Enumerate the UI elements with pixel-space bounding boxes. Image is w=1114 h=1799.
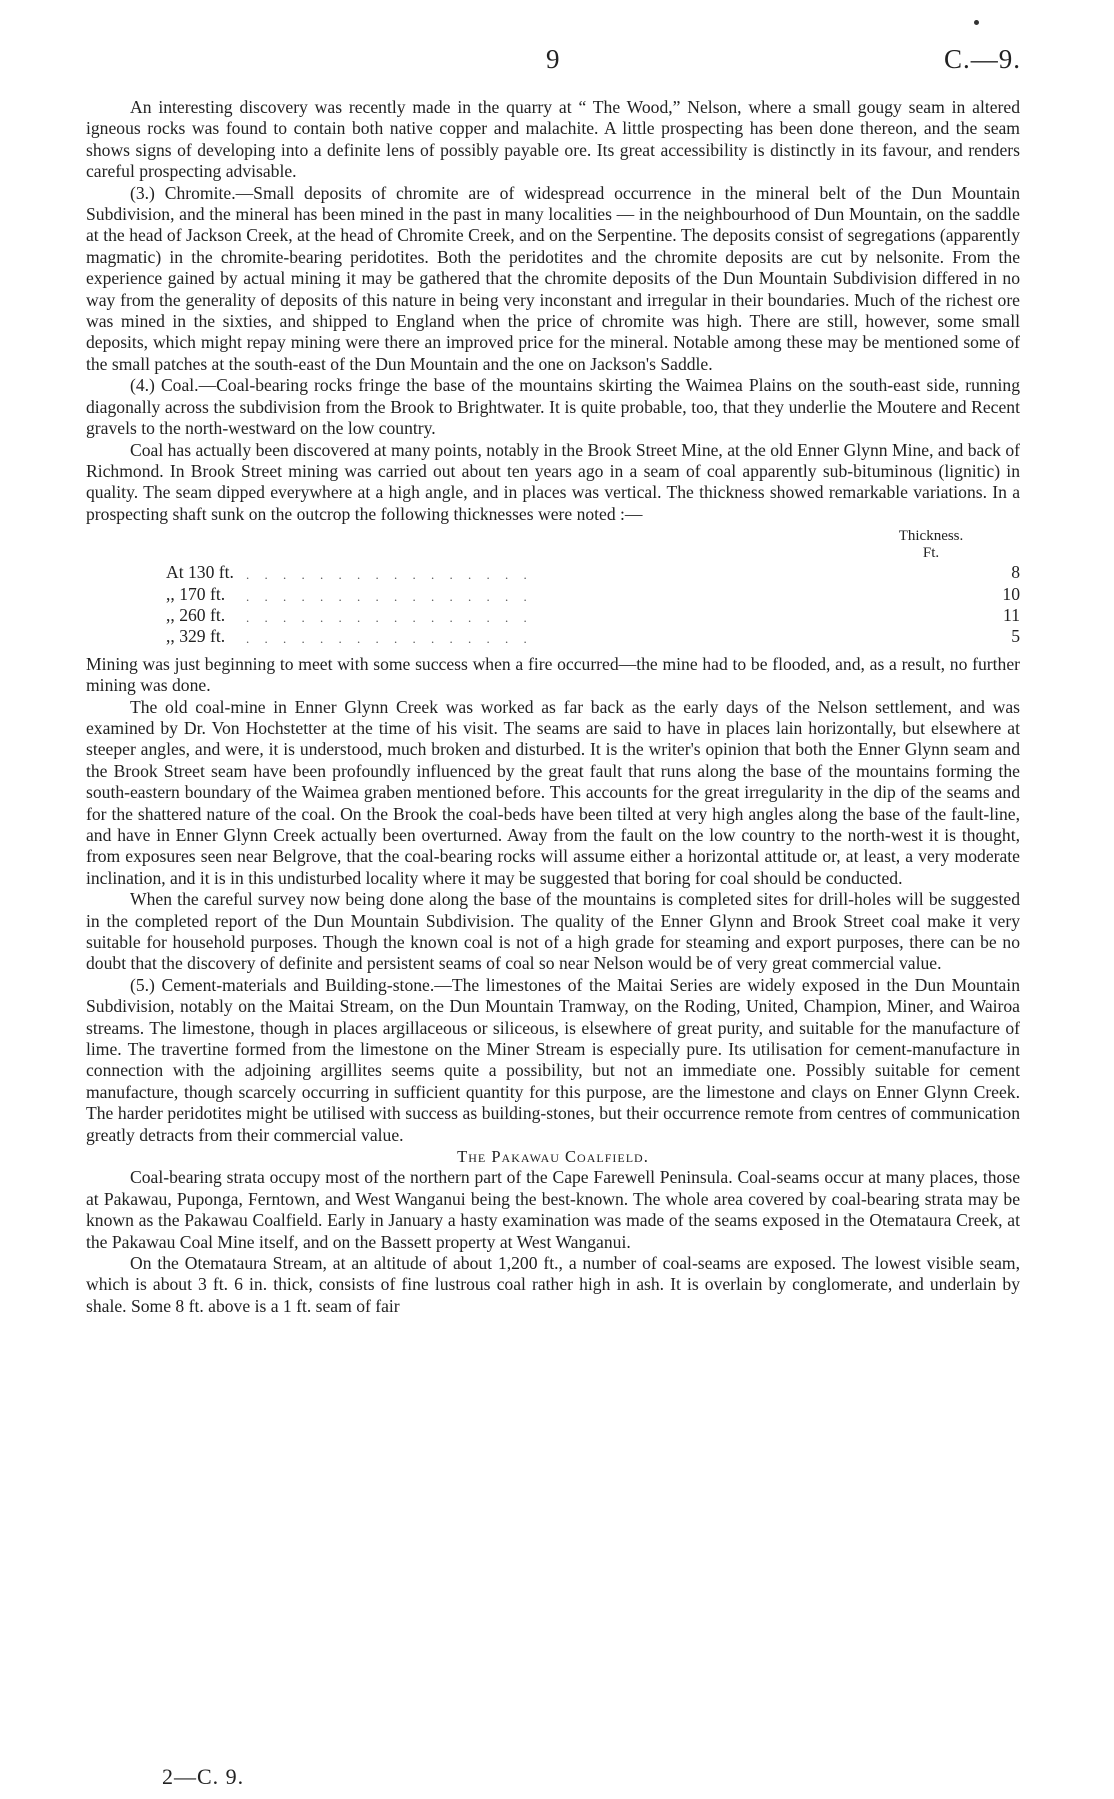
signature-mark: 2—C. 9. bbox=[162, 1764, 245, 1789]
leader-dots: . . . . . . . . . . . . . . . . bbox=[246, 588, 533, 604]
page-number: 9 bbox=[546, 44, 560, 74]
paragraph-coal: (4.) Coal.—Coal-bearing rocks fringe the base of the mountains skirting the Waimea Plains on the south-east side, running diagonally across the subdivision from the Brook to Brightwater. It is quite probable, too, that they underlie the Moutere and Recent gravels to the north-westward on the low country. bbox=[86, 375, 1020, 439]
paragraph: Coal has actually been discovered at many points, notably in the Brook Street Mine, at the old Enner Glynn Mine, and back of Richmond. In Brook Street mining was carried out about ten years ago in a seam of coal apparently sub-bituminous (lignitic) in quality. The seam dipped everywhere at a high angle, and in places was vertical. The thickness showed remarkable variations. In a prospecting shaft sunk on the outcrop the following thicknesses were noted :— bbox=[86, 439, 1020, 524]
paragraph: On the Otemataura Stream, at an altitude of about 1,200 ft., a number of coal-seams are exposed. The lowest visible seam, which is about 3 ft. 6 in. thick, consists of fine lustrous coal rather high in ash. It is overlain by conglomerate, and underlain by shale. Some 8 ft. above is a 1 ft. seam of fair bbox=[86, 1253, 1020, 1316]
page-body bbox=[86, 97, 1020, 1317]
table-header: Thickness. bbox=[898, 528, 964, 545]
depth-cell: ,, 329 ft. bbox=[166, 626, 226, 647]
paragraph-cement: (5.) Cement-materials and Building-stone.—The limestones of the Maitai Series are widely exposed in the Dun Mountain Subdivision, notably on the Maitai Stream, on the Dun Mountain Tramway, on the Roding, United, Champion, Miner, and Wairoa streams. The limestone, though in places argillaceous or siliceous, is elsewhere of great purity, and suitable for the manufacture of lime. The travertine formed from the limestone on the Miner Stream is especially pure. Its utilisation for cement-manufacture in connection with the adjoining argillites seems quite a possibility, but not an immediate one. Possibly suitable for cement manufacture, though scarcely occurring in sufficient quantity for this purpose, are the limestone and clays on Enner Glynn Creek. The harder peridotites might be utilised with success as building-stones, but their occurrence remote from centres of communication greatly detracts from their commercial value. bbox=[86, 974, 1020, 1145]
leader-dots: . . . . . . . . . . . . . . . . bbox=[246, 609, 533, 625]
thickness-table bbox=[86, 528, 1020, 648]
section-heading: The Pakawau Coalfield. bbox=[457, 1147, 649, 1167]
table-row bbox=[86, 562, 1020, 583]
table-row bbox=[86, 605, 1020, 626]
paragraph-chromite: (3.) Chromite.—Small deposits of chromite are of widespread occurrence in the mineral belt of the Dun Mountain Subdivision, and the mineral has been mined in the past in many localities — in the neighbourhood of Dun Mountain, on the saddle at the head of Jackson Creek, at the head of Chromite Creek, and on the Serpentine. The deposits consist of segregations (apparently magmatic) in the chromite-bearing peridotites. Both the peridotites and the chromite deposits are cut by nelsonite. From the experience gained by actual mining it may be gathered that the chromite deposits of the Dun Mountain Subdivision differed in no way from the generality of deposits of this nature in being very inconstant and irregular in their boundaries. Much of the richest ore was mined in the sixties, and shipped to England when the price of chromite was high. There are still, however, some small deposits, which might repay mining were there an improved price for the mineral. Notable among these may be mentioned some of the small patches at the south-east of the Dun Mountain and the one on Jackson's Saddle. bbox=[86, 182, 1020, 374]
thickness-cell: 11 bbox=[1003, 604, 1020, 625]
paragraph: Coal-bearing strata occupy most of the northern part of the Cape Farewell Peninsula. Coal-seams occur at many places, those at Pakawau, Puponga, Ferntown, and West Wanganui being the best-known. The whole area covered by coal-bearing strata may be known as the Pakawau Coalfield. Early in January a hasty examination was made of the seams exposed in the Otemataura Creek, at the Pakawau Coal Mine itself, and on the Bassett property at West Wanganui. bbox=[86, 1167, 1020, 1252]
depth-cell: ,, 170 ft. bbox=[166, 583, 226, 604]
leader-dots: . . . . . . . . . . . . . . . . bbox=[246, 567, 533, 583]
paragraph: When the careful survey now being done along the base of the mountains is completed sites for drill-holes will be suggested in the completed report of the Dun Mountain Subdivision. The quality of the Enner Glynn and Brook Street coal make it very suitable for household purposes. Though the known coal is not of a high grade for steaming and export purposes, there can be no doubt that the discovery of definite and persistent seams of coal so near Nelson would be of very great commercial value. bbox=[86, 889, 1020, 974]
table-unit: Ft. bbox=[922, 545, 940, 562]
paragraph: An interesting discovery was recently made in the quarry at “ The Wood,” Nelson, where a small gougy seam in altered igneous rocks was found to contain both native copper and malachite. A little prospecting has been done thereon, and the seam shows signs of developing into a definite lens of possibly payable ore. Its great accessibility is distinctly in its favour, and renders careful prospecting advisable. bbox=[86, 97, 1020, 182]
table-row bbox=[86, 626, 1020, 647]
stray-mark bbox=[974, 20, 979, 25]
thickness-cell: 10 bbox=[1002, 583, 1020, 604]
paragraph: The old coal-mine in Enner Glynn Creek was worked as far back as the early days of the Nelson settlement, and was examined by Dr. Von Hochstetter at the time of his visit. The seams are said to have in places lain horizontally, but elsewhere at steeper angles, and were, it is understood, much broken and disturbed. It is the writer's opinion that both the Enner Glynn seam and the Brook Street seam have been profoundly influenced by the great fault that runs along the base of the mountains forming the south-eastern boundary of the Waimea graben mentioned before. This accounts for the great irregularity in the dip of the seams and for the shattered nature of the coal. On the Brook the coal-beds have been tilted at very high angles along the base of the fault-line, and have in Enner Glynn Creek actually been overturned. Away from the fault on the low country to the north-west it is thought, from exposures seen near Belgrove, that the coal-bearing rocks will assume either a horizontal attitude or, at least, a very moderate inclination, and it is in this undisturbed locality where it may be suggested that boring for coal should be conducted. bbox=[86, 696, 1020, 888]
paragraph: Mining was just beginning to meet with some success when a fire occurred—the mine had to be flooded, and, as a result, no further mining was done. bbox=[86, 653, 1020, 696]
document-reference: C.—9. bbox=[944, 44, 1022, 74]
leader-dots: . . . . . . . . . . . . . . . . bbox=[246, 631, 533, 647]
depth-cell: ,, 260 ft. bbox=[166, 604, 226, 625]
thickness-cell: 8 bbox=[1011, 562, 1020, 583]
thickness-cell: 5 bbox=[1011, 626, 1020, 647]
table-row bbox=[86, 584, 1020, 605]
depth-cell: At 130 ft. bbox=[166, 562, 234, 583]
